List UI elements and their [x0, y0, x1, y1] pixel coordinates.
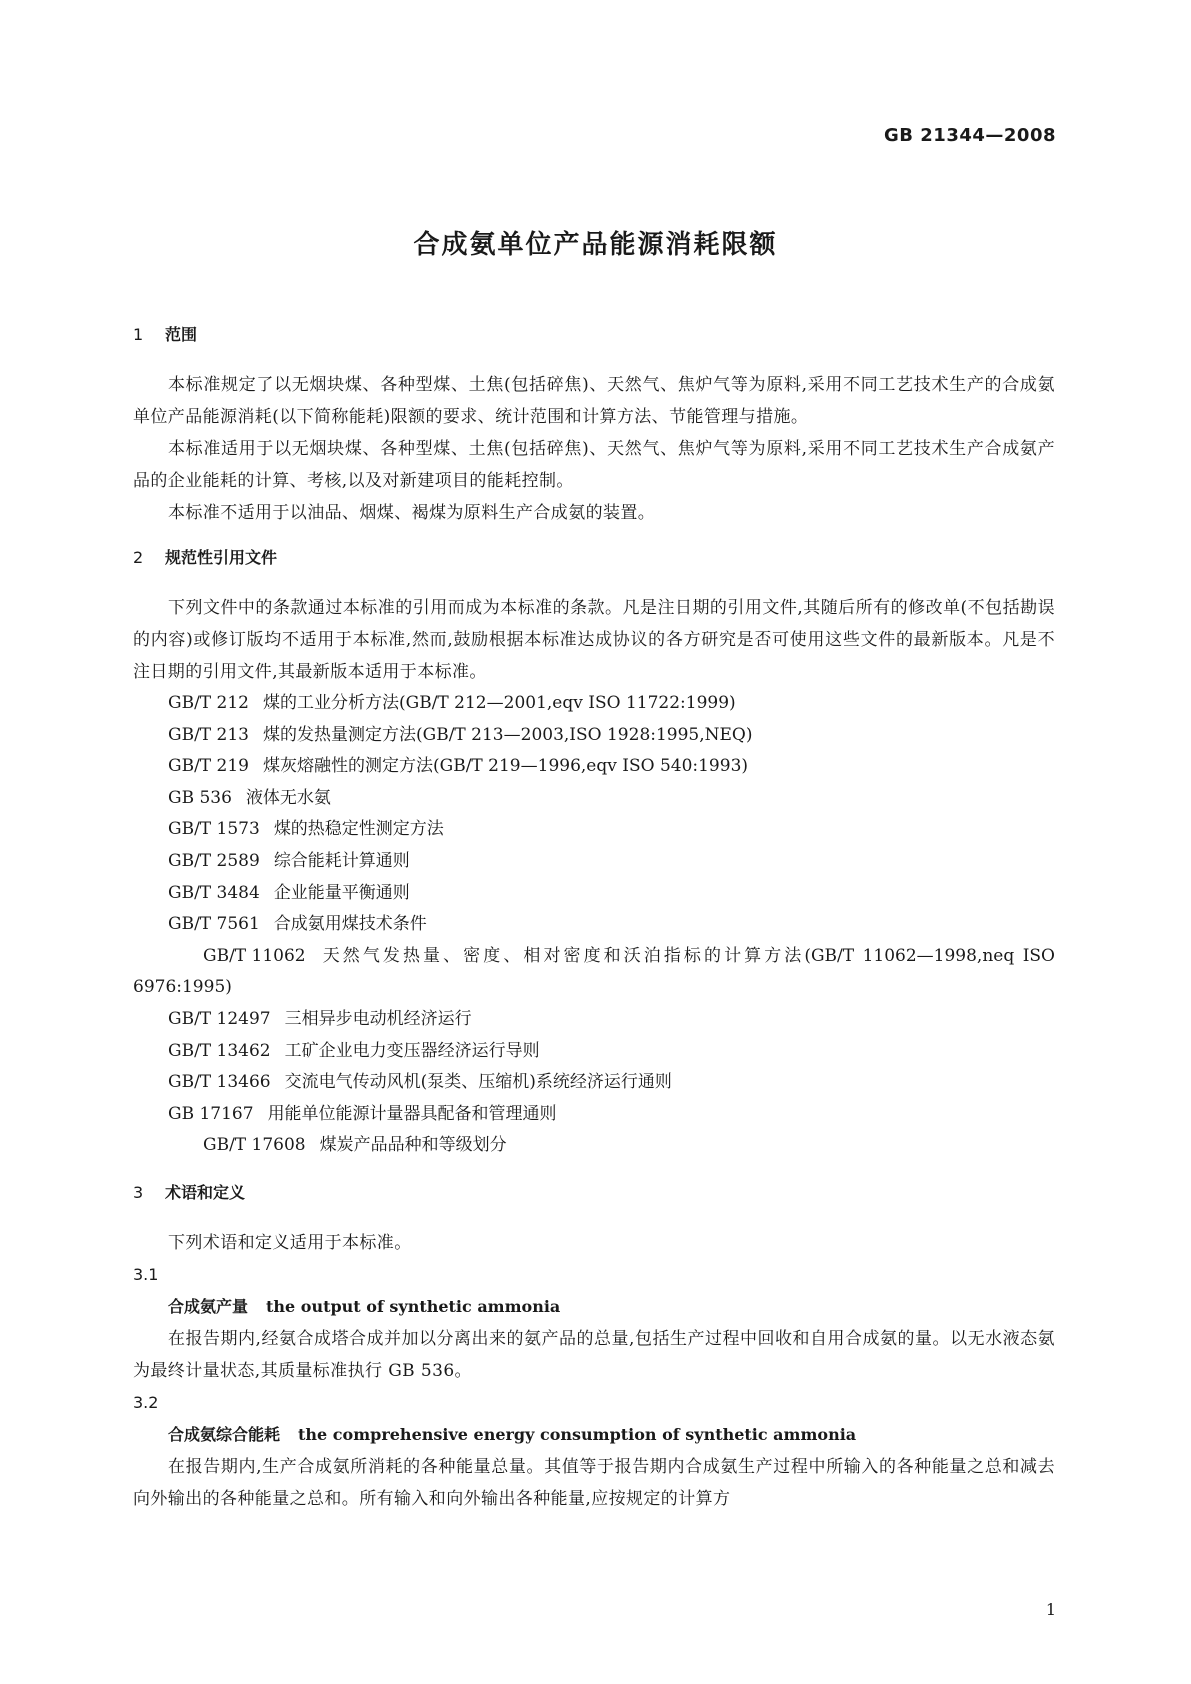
section-number: 2: [133, 548, 144, 567]
reference-item: [133, 1067, 1055, 1099]
reference-item: [133, 1099, 1055, 1131]
section-heading-terms: [133, 1180, 1055, 1206]
term-heading: [133, 1419, 1055, 1451]
section-number: 3: [133, 1182, 144, 1202]
section-title: 范围: [165, 325, 198, 344]
scope-paragraph: 本标准不适用于以油品、烟煤、褐煤为原料生产合成氨的装置。: [168, 503, 656, 523]
reference-code: GB/T 13466: [168, 1072, 271, 1093]
reference-item: [133, 909, 1055, 941]
reference-item: [133, 751, 1055, 783]
reference-title: 煤灰熔融性的测定方法(GB/T 219—1996,eqv ISO 540:1993): [263, 756, 749, 777]
section-heading-scope: [133, 322, 1055, 348]
reference-code: GB/T 12497: [168, 1008, 271, 1029]
reference-item: [133, 720, 1055, 752]
term-number: 3.2: [133, 1392, 159, 1412]
reference-title: 液体无水氨: [245, 787, 331, 808]
reference-title: 三相异步电动机经济运行: [284, 1008, 472, 1029]
reference-code: GB/T 7561: [168, 914, 260, 935]
reference-item: [133, 1036, 1055, 1068]
section-title: 规范性引用文件: [165, 548, 278, 567]
document-body: [133, 322, 1055, 1515]
reference-code: GB/T 2589: [168, 850, 260, 871]
term-heading: [133, 1291, 1055, 1323]
reference-item: [133, 878, 1055, 910]
term-name-zh: 合成氨综合能耗: [168, 1424, 281, 1444]
reference-code: GB/T 219: [168, 756, 249, 777]
reference-item: [133, 1004, 1055, 1036]
reference-title: 煤的发热量测定方法(GB/T 213—2003,ISO 1928:1995,NEQ): [263, 724, 753, 745]
document-title: 合成氨单位产品能源消耗限额: [413, 230, 778, 260]
term-name-en: the comprehensive energy consumption of synthetic ammonia: [298, 1424, 857, 1444]
reference-code: GB/T 212: [168, 693, 249, 713]
reference-item: [133, 783, 1055, 815]
reference-title: 企业能量平衡通则: [273, 882, 410, 903]
reference-title: 天然气发热量、密度、相对密度和沃泊指标的计算方法(GB/T 11062—1998,neq ISO 6976:1995): [133, 945, 1055, 998]
reference-title: 综合能耗计算通则: [273, 850, 410, 871]
scope-paragraph: 本标准规定了以无烟块煤、各种型煤、土焦(包括碎焦)、天然气、焦炉气等为原料,采用不同工艺技术生产的合成氨单位产品能源消耗(以下简称能耗)限额的要求、统计范围和计算方法、节能管理与措施。: [133, 375, 1055, 427]
term-definition: 在报告期内,经氨合成塔合成并加以分离出来的氨产品的总量,包括生产过程中回收和自用合成氨的量。以无水液态氨为最终计量状态,其质量标准执行 GB 536。: [133, 1328, 1055, 1381]
reference-title: 工矿企业电力变压器经济运行导则: [284, 1040, 540, 1061]
scope-paragraph: 本标准适用于以无烟块煤、各种型煤、土焦(包括碎焦)、天然气、焦炉气等为原料,采用不同工艺技术生产合成氨产品的企业能耗的计算、考核,以及对新建项目的能耗控制。: [133, 439, 1055, 491]
reference-title: 煤炭产品品种和等级划分: [319, 1135, 507, 1156]
section-title: 术语和定义: [165, 1182, 246, 1202]
reference-item: [133, 814, 1055, 846]
term-number: 3.1: [133, 1264, 159, 1284]
term-name-zh: 合成氨产量: [168, 1296, 249, 1316]
reference-code: GB/T 1573: [168, 819, 260, 840]
reference-title: 交流电气传动风机(泵类、压缩机)系统经济运行通则: [284, 1072, 672, 1093]
reference-code: GB 17167: [168, 1103, 254, 1124]
reference-title: 煤的工业分析方法(GB/T 212—2001,eqv ISO 11722:1999): [263, 693, 736, 713]
term-definition: 在报告期内,生产合成氨所消耗的各种能量总量。其值等于报告期内合成氨生产过程中所输入的各种能量之总和减去向外输出的各种能量之总和。所有输入和向外输出各种能量,应按规定的计算方: [133, 1456, 1055, 1509]
terms-intro: 下列术语和定义适用于本标准。: [168, 1232, 412, 1253]
reference-code: GB/T 13462: [168, 1040, 271, 1061]
reference-title: 用能单位能源计量器具配备和管理通则: [267, 1103, 557, 1124]
standard-code: GB 21344—2008: [884, 125, 1056, 146]
reference-code: GB/T 17608: [203, 1135, 306, 1156]
section-number: 1: [133, 325, 144, 344]
term-name-en: the output of synthetic ammonia: [266, 1296, 561, 1316]
page-number: 1: [1045, 1600, 1056, 1619]
reference-code: GB/T 213: [168, 724, 249, 745]
reference-title: 煤的热稳定性测定方法: [273, 819, 444, 840]
reference-item: [133, 941, 1055, 1004]
section-heading-normative-references: [133, 545, 1055, 571]
reference-item: [133, 846, 1055, 878]
references-intro: 下列文件中的条款通过本标准的引用而成为本标准的条款。凡是注日期的引用文件,其随后所有的修改单(不包括勘误的内容)或修订版均不适用于本标准,然而,鼓励根据本标准达成协议的各方研究是否可使用这些文件的最新版本。凡是不注日期的引用文件,其最新版本适用于本标准。: [133, 598, 1055, 682]
reference-title: 合成氨用煤技术条件: [273, 914, 427, 935]
reference-code: GB/T 11062: [203, 945, 306, 966]
reference-item: [133, 688, 1055, 720]
reference-item: [133, 1130, 1055, 1162]
reference-code: GB 536: [168, 787, 232, 808]
reference-code: GB/T 3484: [168, 882, 260, 903]
